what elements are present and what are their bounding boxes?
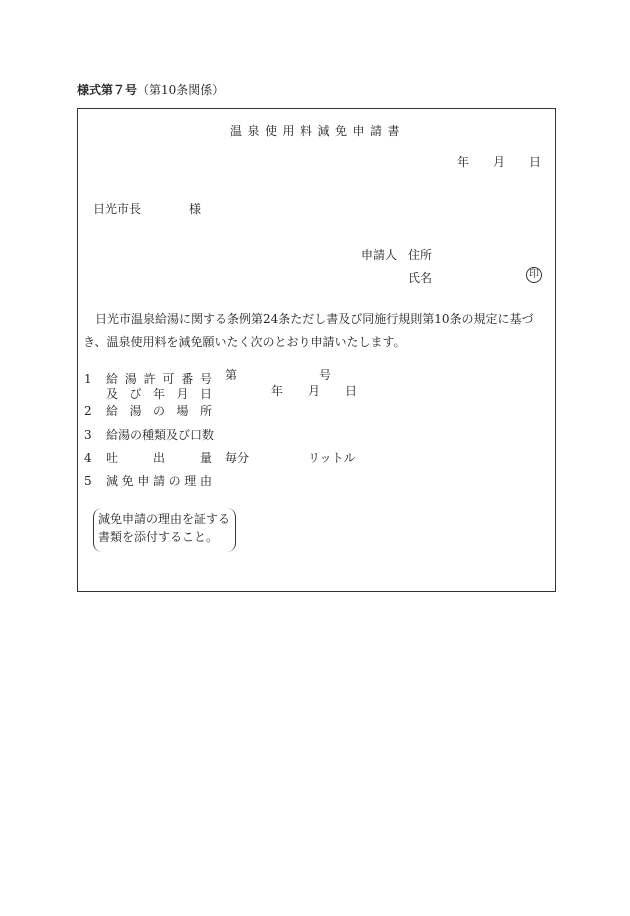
item-1-sublabel-char: 及 xyxy=(106,387,119,401)
item-4-label-char: 出 xyxy=(152,451,165,465)
item-1-sublabel-char: び xyxy=(129,387,142,401)
item-5-label-char: の xyxy=(168,474,181,488)
item-1-label-char: 番 xyxy=(181,372,194,386)
applicant-label: 申請人 xyxy=(361,248,398,262)
form-label xyxy=(77,84,224,96)
addressee-mayor: 日光市長 xyxy=(93,202,142,216)
address-label: 住所 xyxy=(408,248,433,262)
item-1-sublabel-char: 月 xyxy=(176,387,189,401)
item-5-label-char: 理 xyxy=(184,474,197,488)
item-1-year: 年 xyxy=(271,384,284,398)
item-2-label-char: 給 xyxy=(106,404,119,418)
item-2-label-char: 場 xyxy=(176,404,189,418)
item-1-month: 月 xyxy=(308,384,321,398)
date-month-label: 月 xyxy=(493,155,506,169)
item-5-label-char: 申 xyxy=(137,474,150,488)
date-year-label: 年 xyxy=(457,155,470,169)
date-day-label: 日 xyxy=(529,155,542,169)
item-5-number: 5 xyxy=(84,474,92,488)
form-relation: （第10条関係） xyxy=(137,83,225,97)
item-1-sublabel-char: 年 xyxy=(152,387,165,401)
item-1-label-char: 給 xyxy=(106,372,119,386)
name-label: 氏名 xyxy=(408,271,433,285)
item-1-sublabel-char: 日 xyxy=(199,387,212,401)
form-number: 様式第７号 xyxy=(77,83,138,97)
item-2-label-char: 所 xyxy=(199,404,212,418)
item-5-label-char: 免 xyxy=(121,474,134,488)
item-1-label-char: 許 xyxy=(143,372,156,386)
item-2-number: 2 xyxy=(84,404,92,418)
item-4-label-char: 量 xyxy=(199,451,212,465)
item-2-label-char: 湯 xyxy=(129,404,142,418)
item-2-label xyxy=(106,405,212,417)
item-5-label-char: 請 xyxy=(152,474,165,488)
item-1-label-char: 可 xyxy=(162,372,175,386)
item-5-label xyxy=(106,475,212,487)
addressee-honorific: 様 xyxy=(189,202,202,216)
item-1-label-char: 湯 xyxy=(124,372,137,386)
seal-mark: 印 xyxy=(526,267,542,283)
item-3-label: 給湯の種類及び口数 xyxy=(106,428,215,442)
item-1-label xyxy=(106,373,212,385)
body-text: 日光市温泉給湯に関する条例第24条ただし書及び同施行規則第10条の規定に基づき、温泉使用料を減免願いたく次のとおり申請いたします。 xyxy=(83,312,534,349)
item-4-value-prefix: 毎分 xyxy=(225,451,250,465)
item-4-label-char: 吐 xyxy=(106,451,119,465)
note-line-2: 書類を添付すること。 xyxy=(98,530,219,544)
item-1-label-char: 号 xyxy=(199,372,212,386)
item-1-value-suffix: 号 xyxy=(319,368,332,382)
item-5-label-char: 由 xyxy=(199,474,212,488)
form-title: 温泉使用料減免申請書 xyxy=(230,124,406,138)
item-5-label-char: 減 xyxy=(106,474,119,488)
item-1-sublabel xyxy=(106,388,212,400)
item-4-label xyxy=(106,452,212,464)
item-4-value-unit: リットル xyxy=(308,451,356,465)
item-1-day: 日 xyxy=(345,384,358,398)
note-line-1: 減免申請の理由を証する xyxy=(98,512,231,526)
item-2-label-char: の xyxy=(152,404,165,418)
item-1-value-prefix: 第 xyxy=(225,368,238,382)
item-1-number: 1 xyxy=(84,372,92,386)
item-3-number: 3 xyxy=(84,428,92,442)
item-4-number: 4 xyxy=(84,451,92,465)
